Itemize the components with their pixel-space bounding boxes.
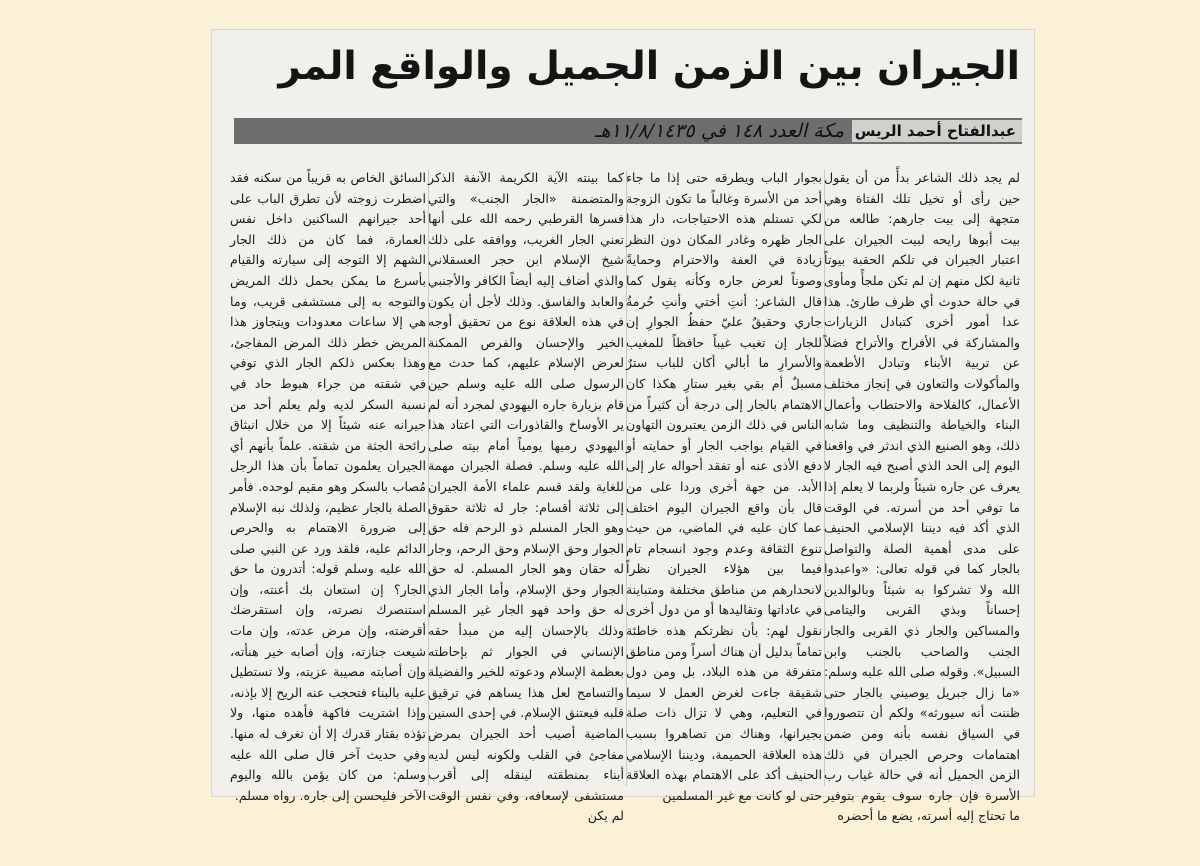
article-column-1 (824, 168, 1020, 824)
article-column-3 (428, 168, 624, 824)
handwritten-source-note: مكة العدد ١٤٨ في ١١/٨/١٤٣٥هـ (594, 120, 844, 142)
article-column-2 (626, 168, 822, 803)
column-text: كما بينته الآية الكريمة الآنفة الذكر والمتضمنة «الجار الجنب» والتي فسرها القرطبي رحمه الله على أنها تعني الجار الغريب، ووافقه على ذلك شيخ الإسلام ابن حجر العسقلاني والذي أضاف إليه أيضاً الكافر والأجنبي والعابد والفاسق. وذلك لأجل أن يكون في هذه العلاقة نوع من تحقيق أوجه الخير والإحسان والفرص الممكنة لعرض الإسلام عليهم، كما حدث مع الرسول صلى الله عليه وسلم حين قام بزيارة جاره اليهودي لمجرد أنه لم ير الأوساخ والقاذورات التي اعتاد هذا اليهودي رميها يومياً أمام بيته صلى الله عليه وسلم. فصلة الجيران مهمة للغاية ولقد قسم علماء الأمة الجيران إلى ثلاثة أقسام: جار له ثلاثة حقوق وهو الجار المسلم ذو الرحم فله حق الجوار وحق الإسلام وحق الرحم، وجار له حقان وهو الجار المسلم. له حق الجوار وحق الإسلام، وأما الجار الذي له حق واحد فهو الجار غير المسلم وذلك بالإحسان إليه من مبدأ حقه الإنساني في الجوار ثم بإحاطته بعظمة الإسلام ودعوته للخير والفضيلة والتسامح لعل هذا يساهم في ترقيق قلبه فيعتنق الإسلام. في إحدى السنين الماضية أصيب أحد الجيران بمرض مفاجئ في القلب ولكونه ليس لديه أبناء بمنطقته لينقله إلى أقرب مستشفى لإسعافه، وفي نفس الوقت لم يكن (428, 170, 624, 824)
column-text: لم يجد ذلك الشاعر بدأً من أن يقول حين رأى أو تخيل تلك الفتاة وهي متجهة إلى بيت جارهم: طالعه من بيت أبوها رايحه لبيت الجيران على اعتبار الجيران في تلكم الحقبة بيوتاً ثانية لكل منهم إن لم تكن ملجأً ومأوى في حالة حدوث أي ظرف طارئ. هذا عدا أمور أخرى كتبادل الزيارات والمشاركة في الأفراح والأتراح فضلاً عن تربية الأبناء وتبادل الأطعمة والمأكولات والتعاون في إنجاز مختلف الأعمال، كالفلاحة والاحتطاب وأعمال البناء والخياطة والتنظيف وما شابه ذلك، وهو الصنيع الذي اندثر في واقعنا اليوم إلى الحد الذي أصبح فيه الجار لا يعرف عن جاره شيئاً ولربما لا يعلم إذا ما توفي أحد من أسرته. في الوقت الذي أكد فيه ديننا الإسلامي الحنيف على مدى أهمية الصلة والتواصل بالجار كما في قوله تعالى: «واعبدوا الله ولا تشركوا به شيئاً وبالوالدين إحساناً وبذي القربى واليتامى والمساكين والجار ذي القربى والجار الجنب والصاحب بالجنب وابن السبيل». وقوله صلى الله عليه وسلم: «ما زال جبريل يوصيني بالجار حتى ظننت أنه سيورثه» ولكم أن تتصوروا في السياق نفسه بأنه ومن ضمن اهتمامات وحرص الجيران في ذلك الزمن الجميل أنه في حالة غياب رب الأسرة فإن جاره سوف يقوم بتوفير ما تحتاج إليه أسرته، يضع ما أحضره (824, 170, 1020, 824)
author-name: عبدالفتاح أحمد الريس (852, 120, 1022, 142)
article-headline: الجيران بين الزمن الجميل والواقع المر (278, 44, 1020, 89)
column-text: بجوار الباب ويطرقه حتى إذا ما جاء أحد من الأسرة وغالباً ما تكون الزوجة لكي تستلم هذه الاحتياجات، دار هذا الجار ظهره وغادر المكان دون النظر زيادة في العفة والاحترام وحمايةً وصوناً لعرض جاره وكأنه يقول كما قال الشاعر: أنتِ أختي وأنتِ حُرمةُ جاري وحقيقٌ عليّ حفظُ الجوارِ إن للجار إن تغيب غيباً حافظاً للمغيب والأسرارِ ما أبالي أكان للباب سترٌ مسبلٌ أم بقي بغير ستارِ هكذا كان الاهتمام بالجار إلى درجة أن كثيراً من الناس في ذلك الزمن يعتبرون التهاون في القيام بواجب الجار أو حمايته أو دفع الأذى عنه أو تفقد أحواله عار إلى الأبد. من جهة أخرى وردا على من قال بأن واقع الجيران اليوم اختلف عما كان عليه في الماضي، من حيث تنوع الثقافة وعدم وجود انسجام تام فيما بين هؤلاء الجيران نظراً لانحدارهم من مناطق مختلفة ومتباينة في عاداتها وتقاليدها أو من دول أخرى نقول لهم: بأن نظرتكم هذه خاطئة تماماً بدليل أن هناك أسراً ومن مناطق متفرقة من هذه البلاد، بل ومن دول شقيقة جاءت لغرض العمل لا سيما في التعليم، وهي لا تزال ذات صلة بجيرانها، وهناك من تصاهروا بسبب هذه العلاقة الحميمة، وديننا الإسلامي الحنيف أكد على الاهتمام بهذه العلاقة حتى لو كانت مع غير المسلمين (626, 170, 822, 803)
article-column-4 (230, 168, 426, 803)
newspaper-clipping (212, 30, 1034, 824)
column-text: السائق الخاص به قريباً من سكنه فقد اضطرت زوجته لأن تطرق الباب على أحد جيرانهم الساكنين داخل نفس العمارة، فما كان من ذلك الجار الشهم إلا التوجه إلى سيارته والقيام بأسرع ما يمكن بحمل ذلك المريض والتوجه به إلى مستشفى قريب، وما هي إلا ساعات معدودات ويتجاوز هذا المريض خطر ذلك المرض المفاجئ، وهذا بعكس ذلكم الجار الذي توفي في شقته من جراء هبوط حاد في نسبة السكر لديه ولم يعلم أحد من جيرانه عنه شيئاً إلا من خلال انبثاق رائحة الجثة من شقته. علماً بأنهم أي الجيران يعلمون تماماً بأن هذا الرجل مُصاب بالسكر وهو مقيم لوحده. فأمر الصلة بالجار عظيم، ولذلك نبه الإسلام إلى ضرورة الاهتمام به والحرص الدائم عليه، فلقد ورد عن النبي صلى الله عليه وسلم قوله: أتدرون ما حق الجار؟ إن استعان بك أعنته، وإن استنصرك نصرته، وإن استقرضك أقرضته، وإن مرض عدته، وإن مات شيعت جنازته، وإن أصابه خير هنأته، وإن أصابته مصيبة عزيته، ولا تستطيل عليه بالبناء فتحجب عنه الريح إلا بإذنه، وإذا اشتريت فاكهة فأهده منها، ولا تؤذه بقتار قدرك إلا أن تغرف له منها. وفي حديث آخر قال صلى الله عليه وسلم: من كان يؤمن بالله واليوم الآخر فليحسن إلى جاره. رواه مسلم. (230, 170, 426, 803)
